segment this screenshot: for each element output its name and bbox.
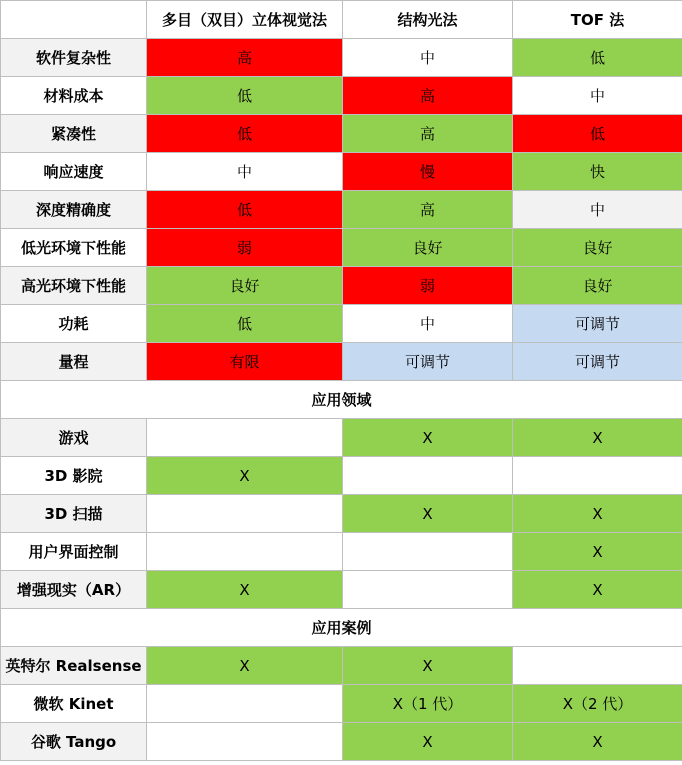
row-label: 量程 [1, 343, 147, 381]
table-cell [147, 723, 343, 761]
table-cell: X [343, 647, 513, 685]
table-cell: 低 [147, 77, 343, 115]
table-cell: X [513, 571, 682, 609]
table-cell: X [513, 495, 682, 533]
table-cell: 良好 [343, 229, 513, 267]
row-label: 谷歌 Tango [1, 723, 147, 761]
table-cell: X [343, 419, 513, 457]
table-row [1, 343, 682, 381]
table-cell: X [147, 457, 343, 495]
table-cell: 良好 [513, 229, 682, 267]
table-cell [147, 419, 343, 457]
table-row [1, 115, 682, 153]
table-cell: 中 [513, 77, 682, 115]
row-label: 3D 影院 [1, 457, 147, 495]
table-cell: 中 [343, 39, 513, 77]
row-label: 紧凑性 [1, 115, 147, 153]
table-row [1, 571, 682, 609]
table-cell: 低 [147, 305, 343, 343]
table-row [1, 533, 682, 571]
row-label: 功耗 [1, 305, 147, 343]
table-row [1, 495, 682, 533]
table-cell: 低 [147, 191, 343, 229]
table-cell: X（1 代） [343, 685, 513, 723]
table-cell: 可调节 [513, 305, 682, 343]
row-label: 响应速度 [1, 153, 147, 191]
table-cell [147, 685, 343, 723]
table-cell: X [147, 571, 343, 609]
table-cell: 弱 [147, 229, 343, 267]
table-cell: X [513, 723, 682, 761]
row-label: 用户界面控制 [1, 533, 147, 571]
table-cell: X [513, 419, 682, 457]
table-cell: 中 [343, 305, 513, 343]
table-cell: 良好 [147, 267, 343, 305]
table-cell: 中 [513, 191, 682, 229]
section-row [1, 609, 682, 647]
table-row [1, 647, 682, 685]
table-cell [343, 533, 513, 571]
table-row [1, 153, 682, 191]
row-label: 增强现实（AR） [1, 571, 147, 609]
table-cell [513, 457, 682, 495]
header-cell-stereo: 多目（双目）立体视觉法 [147, 1, 343, 39]
section-heading: 应用案例 [1, 609, 682, 647]
table-cell: 高 [343, 77, 513, 115]
table-row [1, 229, 682, 267]
table-cell: 快 [513, 153, 682, 191]
header-cell-corner [1, 1, 147, 39]
row-label: 3D 扫描 [1, 495, 147, 533]
table-cell: X [513, 533, 682, 571]
header-cell-tof: TOF 法 [513, 1, 682, 39]
table-cell: 有限 [147, 343, 343, 381]
header-row [1, 1, 682, 39]
table-cell: X [343, 723, 513, 761]
table-cell: 可调节 [513, 343, 682, 381]
table-cell: 低 [147, 115, 343, 153]
table-cell: X [147, 647, 343, 685]
section-heading: 应用领域 [1, 381, 682, 419]
row-label: 软件复杂性 [1, 39, 147, 77]
table-row [1, 685, 682, 723]
table-cell: X [343, 495, 513, 533]
row-label: 微软 Kinet [1, 685, 147, 723]
row-label: 深度精确度 [1, 191, 147, 229]
row-label: 低光环境下性能 [1, 229, 147, 267]
table-cell [147, 495, 343, 533]
row-label: 材料成本 [1, 77, 147, 115]
table-cell: 良好 [513, 267, 682, 305]
section-row [1, 381, 682, 419]
row-label: 游戏 [1, 419, 147, 457]
table-row [1, 39, 682, 77]
table-cell: 弱 [343, 267, 513, 305]
table-cell: X（2 代） [513, 685, 682, 723]
table-row [1, 305, 682, 343]
table-cell: 中 [147, 153, 343, 191]
table-row [1, 723, 682, 761]
table-row [1, 77, 682, 115]
table-cell: 高 [147, 39, 343, 77]
table-row [1, 191, 682, 229]
table-cell: 低 [513, 39, 682, 77]
header-cell-structured-light: 结构光法 [343, 1, 513, 39]
table-cell: 高 [343, 191, 513, 229]
table-cell [343, 571, 513, 609]
table-cell: 高 [343, 115, 513, 153]
table-row [1, 419, 682, 457]
row-label: 高光环境下性能 [1, 267, 147, 305]
table-cell [343, 457, 513, 495]
table-row [1, 267, 682, 305]
row-label: 英特尔 Realsense [1, 647, 147, 685]
table-cell: 可调节 [343, 343, 513, 381]
table-cell [513, 647, 682, 685]
table-cell: 慢 [343, 153, 513, 191]
table-cell [147, 533, 343, 571]
table-cell: 低 [513, 115, 682, 153]
table-row [1, 457, 682, 495]
